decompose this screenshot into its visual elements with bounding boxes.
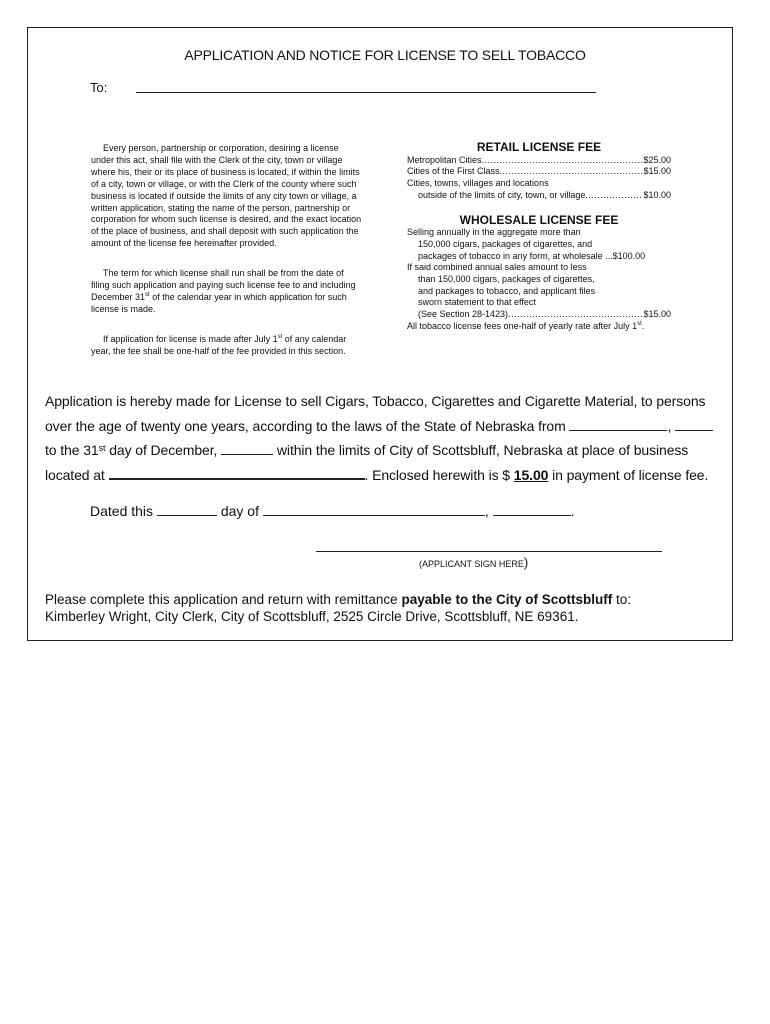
from-date-field[interactable] [569, 418, 667, 431]
application-line-3-text-c: within the limits of City of Scottsbluff, Nebraska at place of business [276, 442, 689, 458]
wholesale-line: Selling annually in the aggregate more than [407, 227, 581, 238]
statute-p3-text-end: of any calendar year, the fee shall be one-half of the fee provided in this section. [91, 333, 347, 356]
retail-row-amount: $25.00 [643, 154, 671, 165]
wholesale-note-sup: st [637, 320, 642, 327]
footer-line-1 [45, 592, 631, 609]
footer-line-2: Kimberley Wright, City Clerk, City of Scottsbluff, 2525 Circle Drive, Scottsbluff, NE 69361. [45, 608, 579, 624]
wholesale-line: and packages to tobacco, and applicant files [418, 285, 596, 296]
wholesale-line: If said combined annual sales amount to less [407, 262, 587, 273]
year-field[interactable] [493, 503, 571, 516]
application-line-4-text-c: in payment of license fee. [548, 466, 709, 483]
form-title: APPLICATION AND NOTICE FOR LICENSE TO SELL TOBACCO [184, 47, 586, 63]
day-field[interactable] [157, 503, 217, 516]
wholesale-line: 150,000 cigars, packages of cigarettes, and [418, 238, 593, 249]
wholesale-note: All tobacco license fees one-half of yearly rate after July 1 [407, 320, 638, 331]
to-label: To: [90, 80, 108, 95]
application-line-4-text-b: . Enclosed herewith is $ [364, 466, 510, 483]
month-field[interactable] [263, 503, 485, 516]
statute-paragraph-1: Every person, partnership or corporation, desiring a license under this act, shall file with the Clerk of the city, town or village where his, their or its place of business is located, if within the limits of a city, town or village, or with the Clerk of the county where such business is located if outside the limits of any city town or village, a written application, stating the name of the person, partnership or corporation for whom such license is desired, and the exact location of the place of business, and shall deposit with such application the amount of the license fee hereinafter provided. [91, 143, 362, 249]
statute-p3-text: If application for license is made after July 1 [103, 333, 278, 344]
application-line-2-text: over the age of twenty one years, according to the laws of the State of Nebraska from [45, 417, 566, 434]
signature-caption-close: ) [523, 555, 529, 570]
wholesale-line: sworn statement to that effect [418, 297, 536, 308]
application-line-2 [45, 414, 735, 439]
leader-dots [500, 166, 644, 178]
leader-dots [508, 309, 643, 321]
to-line [90, 80, 107, 95]
statute-p3-sup: st [277, 333, 283, 340]
instructions-footer [45, 592, 631, 625]
statute-text [91, 143, 363, 358]
application-line-4 [45, 463, 735, 488]
leader-dots [482, 155, 644, 167]
retail-row [407, 178, 671, 190]
retail-row [407, 155, 671, 167]
statute-p2-sup: st [145, 291, 150, 298]
day-of-label: day of [220, 503, 259, 519]
application-line-1: Application is hereby made for License to sell Cigars, Tobacco, Cigarettes and Cigarette Material, to persons [45, 393, 706, 409]
signature-caption [419, 555, 528, 570]
wholesale-row-amount: $15.00 [643, 309, 671, 320]
retail-row-label: Metropolitan Cities [407, 154, 482, 165]
retail-fee-heading: RETAIL LICENSE FEE [476, 140, 602, 154]
retail-row-amount: $10.00 [643, 189, 671, 200]
business-location-field[interactable] [109, 466, 365, 480]
dated-label: Dated this [90, 503, 154, 519]
wholesale-fee-heading: WHOLESALE LICENSE FEE [459, 212, 619, 227]
to-blank-field[interactable] [136, 92, 596, 93]
to-year-field[interactable] [221, 442, 273, 455]
retail-row-label: Cities, towns, villages and locations [407, 178, 549, 189]
application-statement [45, 389, 735, 487]
retail-row [407, 190, 671, 202]
fee-schedule [407, 142, 671, 333]
application-line-3-text-b: day of December, [105, 442, 218, 458]
retail-row-label: outside of the limits of city, town, or village [418, 189, 586, 200]
from-year-field[interactable] [675, 418, 713, 431]
application-line-3-text: to the 31 [45, 442, 99, 458]
signature-field[interactable] [316, 551, 662, 552]
wholesale-row-label: (See Section 28-1423) [418, 309, 509, 320]
footer-text-end: to: [612, 592, 631, 607]
comma: , [484, 503, 489, 519]
retail-row-label: Cities of the First Class [407, 166, 500, 177]
retail-row-amount: $15.00 [643, 166, 671, 177]
application-line-3 [45, 438, 735, 463]
signature-caption-text: (APPLICANT SIGN HERE [419, 559, 524, 569]
statute-p2-text: The term for which license shall run shall be from the date of filing such application and paying such license fee to and including December 31 [91, 268, 356, 302]
leader-dots [585, 190, 643, 202]
statute-paragraph-2 [91, 268, 363, 316]
wholesale-line [407, 321, 671, 333]
wholesale-line: packages of tobacco in any form, at wholesale ...$100.00 [418, 250, 646, 261]
license-fee-amount: 15.00 [513, 466, 549, 483]
statute-paragraph-3 [91, 334, 363, 358]
wholesale-row [407, 309, 671, 321]
retail-row [407, 166, 671, 178]
comma: , [667, 417, 672, 434]
application-line-3-sup: st [98, 443, 106, 453]
payee-name: payable to the City of Scottsbluff [401, 592, 613, 607]
statute-p2-text-end: of the calendar year in which application for such license is made. [91, 291, 347, 314]
wholesale-note-end: . [641, 320, 645, 331]
dated-line: Dated this day of , . [90, 503, 575, 519]
footer-text: Please complete this application and return with remittance [45, 592, 402, 607]
wholesale-line: than 150,000 cigars, packages of cigarettes, [418, 274, 595, 285]
application-line-4-text: located at [45, 466, 105, 483]
